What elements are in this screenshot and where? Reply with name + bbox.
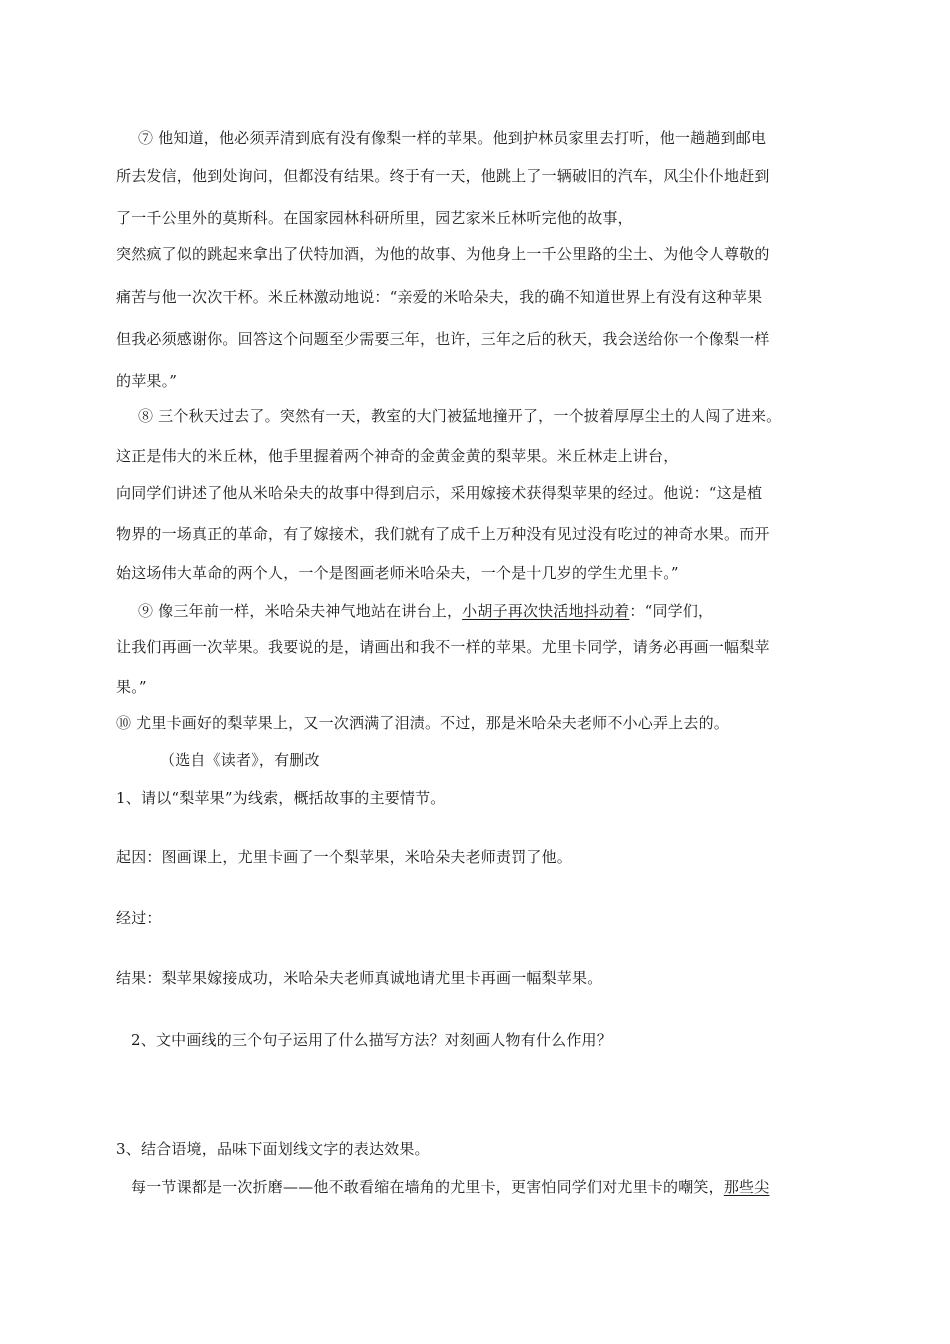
source-note: （选自《读者》，有删改 <box>160 751 320 769</box>
paragraph-9-text-start: ⑨ 像三年前一样，米哈朵夫神气地站在讲台上， <box>138 602 463 620</box>
paragraph-7-line-7: 的苹果。” <box>116 372 178 390</box>
question-3: 3、结合语境，品味下面划线文字的表达效果。 <box>116 1140 430 1158</box>
paragraph-9-line-2: 让我们再画一次苹果。我要说的是，请画出和我不一样的苹果。尤里卡同学，请务必再画一幅梨苹 <box>116 638 770 656</box>
paragraph-7-line-5: 痛苦与他一次次干杯。米丘林激动地说：“亲爱的米哈朵夫，我的确不知道世界上有没有这种苹果 <box>116 288 763 306</box>
paragraph-8-line-4: 物界的一场真正的革命，有了嫁接术，我们就有了成千上万种没有见过没有吃过的神奇水果。而开 <box>116 525 770 543</box>
paragraph-7-line-2: 所去发信，他到处询问，但都没有结果。终于有一天，他跳上了一辆破旧的汽车，风尘仆仆地赶到 <box>116 167 770 185</box>
paragraph-8-line-5: 始这场伟大革命的两个人，一个是图画老师米哈朵夫，一个是十几岁的学生尤里卡。” <box>116 564 679 582</box>
answer-process: 经过： <box>116 909 162 927</box>
paragraph-9-text-end: ：“同学们， <box>629 602 714 620</box>
paragraph-8-line-2: 这正是伟大的米丘林，他手里握着两个神奇的金黄金黄的梨苹果。米丘林走上讲台， <box>116 447 679 465</box>
question-2: 2、文中画线的三个句子运用了什么描写方法？对刻画人物有什么作用？ <box>131 1031 612 1049</box>
paragraph-7-line-3: 了一千公里外的莫斯科。在国家园林科研所里，园艺家米丘林听完他的故事， <box>116 209 633 227</box>
paragraph-8-line-1: ⑧ 三个秋天过去了。突然有一天，教室的大门被猛地撞开了，一个披着厚厚尘土的人闯了进来。 <box>138 407 782 425</box>
answer-cause: 起因：图画课上，尤里卡画了一个梨苹果，米哈朵夫老师责罚了他。 <box>116 848 573 866</box>
paragraph-9-line-1 <box>138 601 713 621</box>
excerpt-text: 每一节课都是一次折磨——他不敢看缩在墙角的尤里卡，更害怕同学们对尤里卡的嘲笑， <box>131 1178 724 1196</box>
question-3-excerpt <box>131 1177 769 1197</box>
underlined-excerpt: 那些尖 <box>723 1178 770 1196</box>
paragraph-8-line-3: 向同学们讲述了他从米哈朵夫的故事中得到启示，采用嫁接术获得梨苹果的经过。他说：“这是植 <box>116 484 763 502</box>
paragraph-9-line-3: 果。” <box>116 678 147 696</box>
answer-result: 结果：梨苹果嫁接成功，米哈朵夫老师真诚地请尤里卡再画一幅梨苹果。 <box>116 969 603 987</box>
paragraph-10: ⑩ 尤里卡画好的梨苹果上，又一次洒满了泪渍。不过，那是米哈朵夫老师不小心弄上去的。 <box>116 714 729 732</box>
paragraph-7-line-1: ⑦ 他知道，他必须弄清到底有没有像梨一样的苹果。他到护林员家里去打听，他一趟趟到邮电 <box>138 129 767 147</box>
paragraph-7-line-4: 突然疯了似的跳起来拿出了伏特加酒，为他的故事、为他身上一千公里路的尘土、为他令人尊敬的 <box>116 245 770 263</box>
underlined-sentence: 小胡子再次快活地抖动着 <box>462 602 630 620</box>
question-1: 1、请以“梨苹果”为线索，概括故事的主要情节。 <box>116 789 446 807</box>
paragraph-7-line-6: 但我必须感谢你。回答这个问题至少需要三年，也许，三年之后的秋天，我会送给你一个像梨一样 <box>116 330 770 348</box>
